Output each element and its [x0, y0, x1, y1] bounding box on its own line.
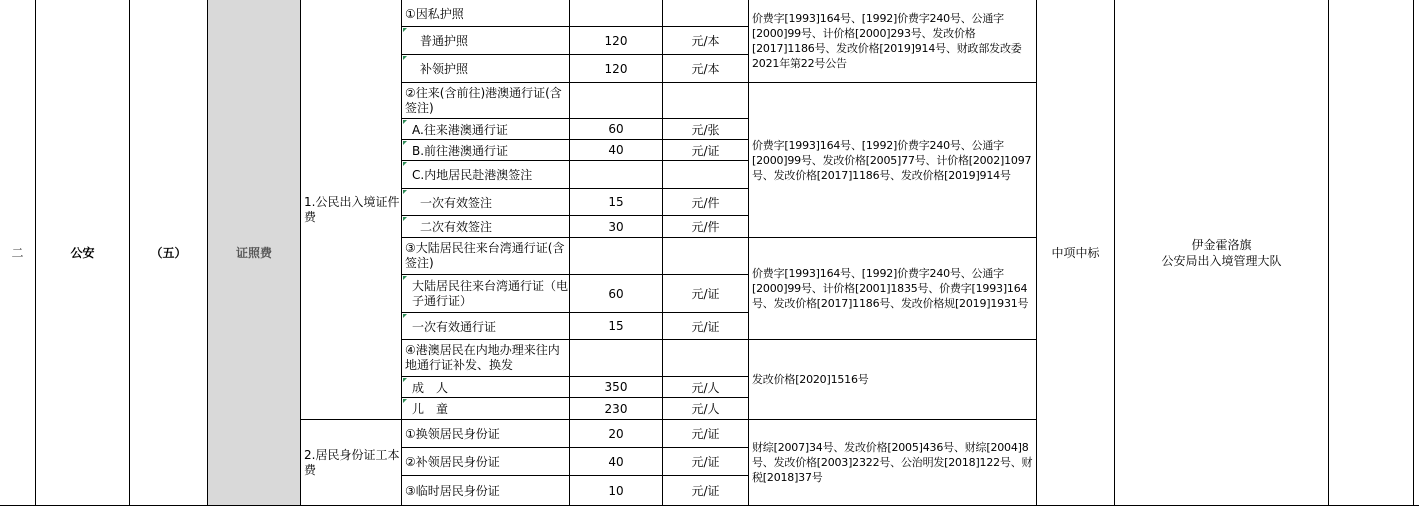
item-name-cell	[402, 216, 570, 238]
item-price: 60	[608, 286, 624, 301]
item-price: 230	[604, 401, 628, 416]
item-name-cell	[402, 420, 570, 448]
item-name: 成 人	[412, 380, 449, 395]
item-name-cell	[402, 55, 570, 83]
item-name-cell	[402, 119, 570, 140]
agency-line-2: 公安局出入境管理大队	[1161, 253, 1282, 268]
item-name: 普通护照	[420, 34, 469, 48]
policy-basis-text: 财综[2007]34号、发改价格[2005]436号、财综[2004]8号、发改价格[2003]2322号、公治明发[2018]122号、财税[2018]37号	[752, 441, 1033, 484]
agency-cell	[1115, 0, 1329, 505]
item-name-cell	[402, 83, 570, 119]
item-unit-cell	[663, 340, 749, 377]
item-name-cell	[402, 161, 570, 189]
item-unit: 元/证	[691, 427, 720, 441]
item-price-cell	[570, 313, 663, 340]
item-unit-cell	[663, 189, 749, 216]
policy-basis-cell	[749, 340, 1037, 420]
item-unit-cell	[663, 83, 749, 119]
item-name: ④港澳居民在内地办理来往内地通行证补发、换发	[405, 343, 560, 372]
item-price-cell	[570, 398, 663, 420]
item-price: 40	[608, 454, 624, 469]
seq-cell	[0, 0, 36, 505]
item-price-cell	[570, 476, 663, 505]
item-name: 二次有效签注	[420, 220, 493, 234]
category-text: 证照费	[235, 246, 272, 260]
blank-cell	[1414, 0, 1419, 505]
item-price-cell	[570, 27, 663, 55]
item-name: ②补领居民身份证	[405, 455, 500, 469]
item-unit-cell	[663, 275, 749, 313]
item-unit-cell	[663, 161, 749, 189]
item-unit-cell	[663, 55, 749, 83]
item-name-cell	[402, 189, 570, 216]
item-unit: 元/证	[691, 287, 720, 301]
group-text: （五）	[150, 246, 187, 260]
item-price: 20	[608, 426, 624, 441]
item-name: 一次有效签注	[420, 195, 493, 210]
item-name: ①换领居民身份证	[405, 427, 500, 441]
item-name: ③临时居民身份证	[405, 484, 500, 498]
item-name: C.内地居民赴港澳签注	[412, 168, 533, 182]
policy-basis-text: 价费字[1993]164号、[1992]价费字240号、公通字[2000]99号、计价格[2000]293号、发改价格[2017]1186号、发改价格[2019]914号、财政部发改委2021年第22号公告	[752, 12, 1022, 70]
item-price-cell	[570, 275, 663, 313]
item-name-cell	[402, 27, 570, 55]
item-name-cell	[402, 275, 570, 313]
item-name: ①因私护照	[405, 6, 464, 21]
item-price-cell	[570, 119, 663, 140]
policy-basis-cell	[749, 83, 1037, 238]
item-name-cell	[402, 0, 570, 27]
item-price: 120	[604, 33, 628, 48]
item-name: 一次有效通行证	[412, 319, 497, 334]
item-unit: 元/证	[691, 484, 720, 498]
item-price-cell	[570, 377, 663, 398]
policy-basis-text: 价费字[1993]164号、[1992]价费字240号、公通字[2000]99号、计价格[2001]1835号、价费字[1993]164号、发改价格[2017]1186号、发改价格规[2019]1931号	[752, 267, 1029, 310]
item-unit-cell	[663, 420, 749, 448]
item-unit: 元/证	[691, 455, 720, 469]
item-unit-cell	[663, 377, 749, 398]
item-unit: 元/本	[691, 34, 720, 48]
sub-item-cell	[301, 420, 402, 505]
sub-item-label: 2.居民身份证工本费	[304, 447, 400, 477]
policy-basis-text: 发改价格[2020]1516号	[752, 373, 869, 386]
item-name: 儿 童	[412, 402, 449, 416]
item-unit: 元/件	[691, 195, 720, 210]
dept-text: 公安	[70, 246, 95, 260]
item-price-cell	[570, 55, 663, 83]
item-price-cell	[570, 161, 663, 189]
item-price: 350	[604, 380, 628, 394]
item-price: 10	[608, 483, 624, 498]
item-name: ③大陆居民往来台湾通行证(含签注)	[405, 241, 565, 270]
item-price: 40	[608, 143, 624, 157]
item-name-cell	[402, 398, 570, 420]
item-price-cell	[570, 216, 663, 238]
item-unit: 元/张	[691, 122, 720, 137]
item-unit-cell	[663, 140, 749, 161]
category-cell	[208, 0, 301, 505]
item-name-cell	[402, 448, 570, 476]
policy-basis-cell	[749, 238, 1037, 340]
item-unit-cell	[663, 119, 749, 140]
item-price-cell	[570, 83, 663, 119]
sub-item-label: 1.公民出入境证件费	[304, 194, 400, 224]
item-unit: 元/人	[691, 380, 720, 395]
agency-line-1: 伊金霍洛旗	[1191, 237, 1252, 252]
item-unit-cell	[663, 313, 749, 340]
next-row-strip	[0, 505, 1419, 510]
item-unit-cell	[663, 476, 749, 505]
item-name-cell	[402, 238, 570, 275]
item-price: 15	[608, 195, 624, 209]
blank-cell	[1329, 0, 1414, 505]
item-name: A.往来港澳通行证	[412, 122, 508, 137]
item-price-cell	[570, 448, 663, 476]
item-unit: 元/件	[691, 220, 720, 234]
item-price: 15	[608, 319, 624, 333]
item-unit-cell	[663, 0, 749, 27]
item-price-cell	[570, 0, 663, 27]
item-price-cell	[570, 189, 663, 216]
group-cell	[130, 0, 208, 505]
dept-cell	[36, 0, 130, 505]
item-unit: 元/证	[691, 319, 720, 334]
item-name: 补领护照	[420, 62, 469, 76]
item-price: 120	[604, 61, 628, 76]
item-unit: 元/人	[691, 402, 720, 416]
item-price: 60	[608, 122, 624, 136]
item-name: 大陆居民往来台湾通行证（电子通行证）	[412, 278, 569, 308]
level-cell	[1037, 0, 1115, 505]
item-unit: 元/证	[691, 143, 720, 158]
item-price-cell	[570, 140, 663, 161]
item-name-cell	[402, 140, 570, 161]
item-price-cell	[570, 238, 663, 275]
item-name-cell	[402, 476, 570, 505]
policy-basis-text: 价费字[1993]164号、[1992]价费字240号、公通字[2000]99号、发改价格[2005]77号、计价格[2002]1097号、发改价格[2017]1186号、发改价格[2019]914号	[752, 138, 1032, 182]
item-unit-cell	[663, 398, 749, 420]
sub-item-cell	[301, 0, 402, 420]
item-unit-cell	[663, 27, 749, 55]
policy-basis-cell	[749, 0, 1037, 83]
item-name: ②往来(含前往)港澳通行证(含签注)	[405, 85, 562, 115]
item-unit-cell	[663, 448, 749, 476]
item-price-cell	[570, 420, 663, 448]
item-unit-cell	[663, 238, 749, 275]
item-price-cell	[570, 340, 663, 377]
item-price: 30	[608, 219, 624, 234]
item-unit-cell	[663, 216, 749, 238]
item-unit: 元/本	[691, 62, 720, 76]
level-text: 中项中标	[1051, 246, 1100, 260]
item-name-cell	[402, 377, 570, 398]
seq-text: 二	[11, 246, 24, 260]
item-name-cell	[402, 340, 570, 377]
item-name: B.前往港澳通行证	[412, 143, 509, 158]
item-name-cell	[402, 313, 570, 340]
policy-basis-cell	[749, 420, 1037, 505]
